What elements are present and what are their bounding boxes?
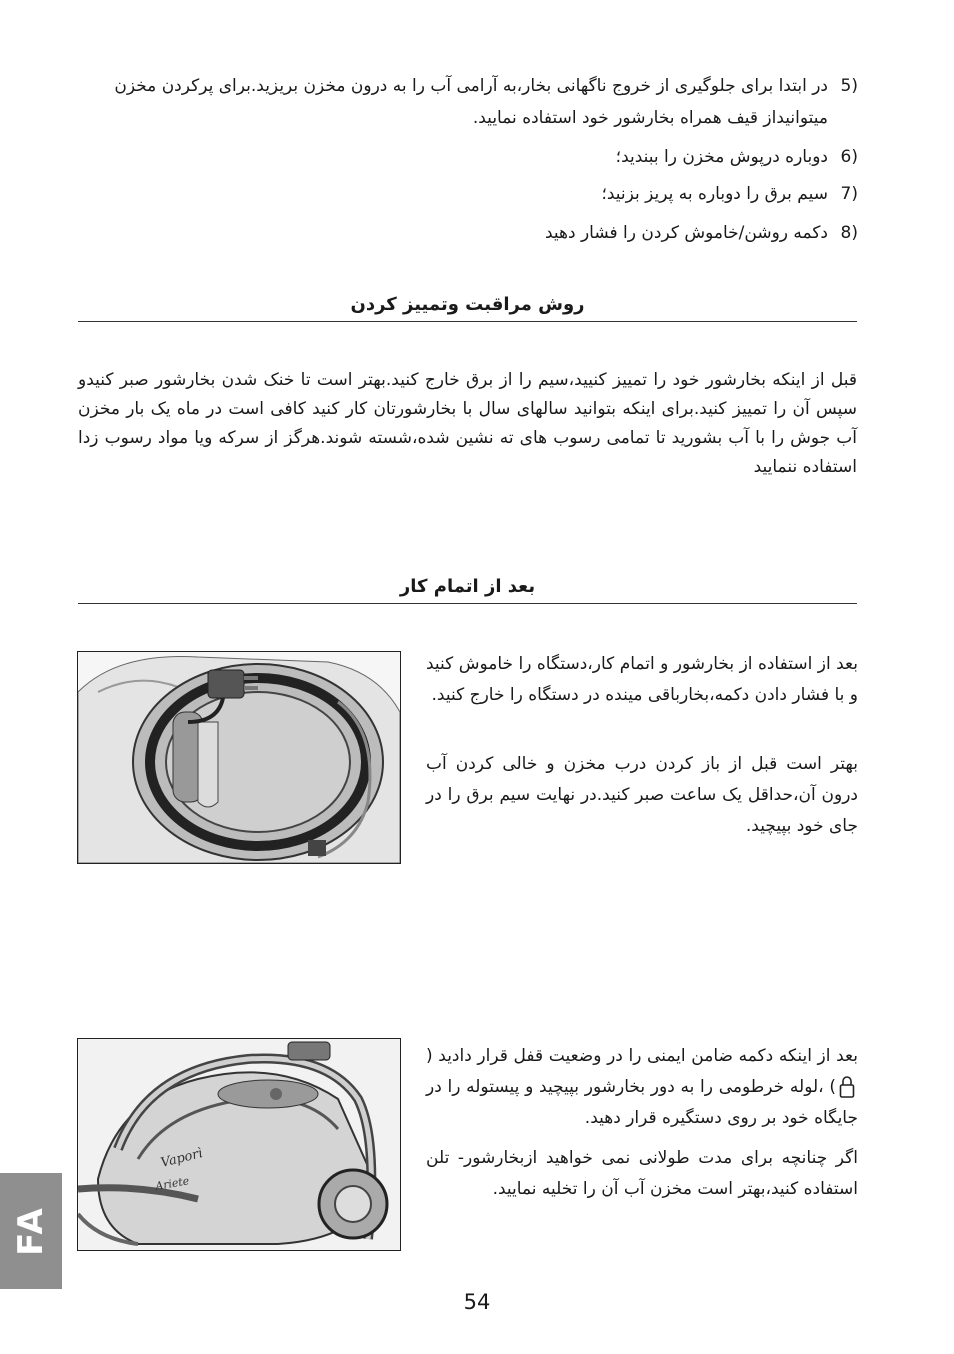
language-tab-label: FA [10,1206,51,1256]
step-text: در ابتدا برای جلوگیری از خروج ناگهانی بخار،به آرامی آب را به درون مخزن بریزید.برای پرکردن مخزن میتوانیداز قیف همراه بخارشور خود استفاده نمایید. [114,76,828,128]
paragraph-3-end: ) ،لوله خرطومی را به دور بخارشور بپیچید و پیستوله را در جایگاه خود بر روی دستگیره قرار دهید. [426,1077,858,1128]
section-heading-care-cleaning: روش مراقبت وتمییز کردن [78,294,857,322]
step-7 [98,178,858,210]
step-number: 7) [840,184,858,204]
section-heading-after-use: بعد از اتمام کار [78,576,857,604]
after-use-paragraph-3 [426,1041,858,1134]
after-use-paragraph-2: بهتر است قبل از باز کردن درب مخزن و خالی کردن آب درون آن،حداقل یک ساعت صبر کنید.در نهایت سیم برق را در جای خود بپیچید. [426,754,858,836]
paragraph-3-start: بعد از اینکه دکمه ضامن ایمنی را در وضعیت قفل قرار دادید ( [426,1046,858,1066]
step-number: 5) [840,76,858,96]
lock-icon [839,1075,855,1099]
steamer-cord-drawing [78,652,400,863]
after-use-paragraph-4: اگر چنانچه برای مدت طولانی نمی خواهید ازبخارشور- تلن استفاده کنید،بهتر است مخزن آب آن را تخلیه نمایید. [426,1148,858,1199]
brand-logo-ariete: Ariete [154,1174,191,1193]
after-use-paragraph-1: بعد از استفاده از بخارشور و اتمام کار،دستگاه را خاموش کنید و با فشار دادن دکمه،بخارباقی مینده در دستگاه را خارج کنید. [426,654,858,705]
step-number: 6) [840,147,858,167]
step-8 [98,217,858,249]
step-number: 8) [840,223,858,243]
step-text: سیم برق را دوباره به پریز بزنید؛ [601,184,828,204]
step-6 [98,141,858,173]
step-5 [98,70,858,134]
hose-wrap-illustration [77,1038,401,1251]
steamer-hose-drawing [78,1039,400,1250]
brand-logo-vapori: Vaporì [159,1146,205,1171]
step-text: دوباره درپوش مخزن را ببندید؛ [615,147,828,167]
care-cleaning-paragraph: قبل از اینکه بخارشور خود را تمییز کنیید،سیم را از برق خارج کنید.بهتر است تا خنک شدن بخارشور صبر کنیدو سپس آن را تمییز کنید.برای اینکه بتوانید سالهای سال با بخارشورتان کار کنید کافی است در ماه یک بار مخزن آب جوش را با آب بشورید تا تمامی رسوب های ته نشین شده،شسته شوند.هرگز از سرکه ویا مواد رسوب زدا استفاده ننمایید [78,370,857,477]
step-text: دکمه روشن/خاموش کردن را فشار دهید [544,223,828,243]
page-number: 54 [463,1290,491,1314]
cord-wrap-illustration [77,651,401,864]
language-tab [0,1173,62,1289]
